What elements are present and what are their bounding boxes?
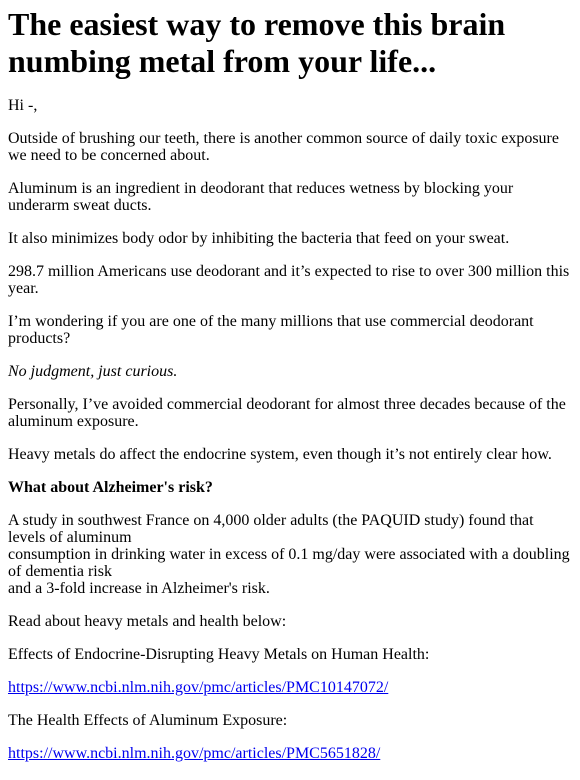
resource-link-paragraph-2 [8,745,572,762]
study-line-3: and a 3-fold increase in Alzheimer's risk. [8,580,270,597]
paragraph-4: 298.7 million Americans use deodorant and it’s expected to rise to over 300 million this year. [8,263,570,297]
paragraph-8: Heavy metals do affect the endocrine system, even though it’s not entirely clear how. [8,446,552,463]
email-body [0,6,580,762]
resource-link-2[interactable]: https://www.ncbi.nlm.nih.gov/pmc/articles/PMC5651828/ [8,745,381,762]
italic-note: No judgment, just curious. [8,363,178,380]
study-line-1: A study in southwest France on 4,000 older adults (the PAQUID study) found that levels of aluminum [8,512,534,546]
paragraph-3: It also minimizes body odor by inhibiting the bacteria that feed on your sweat. [8,230,510,247]
paragraph-7: Personally, I’ve avoided commercial deodorant for almost three decades because of the aluminum exposure. [8,396,566,430]
subheading: What about Alzheimer's risk? [8,479,213,496]
resource-label-1: Effects of Endocrine-Disrupting Heavy Metals on Human Health: [8,646,430,663]
paragraph-1: Outside of brushing our teeth, there is another common source of daily toxic exposure we need to be concerned about. [8,130,559,164]
study-paragraph [8,512,572,597]
subheading-paragraph [8,479,572,496]
resource-label-2: The Health Effects of Aluminum Exposure: [8,712,288,729]
resource-link-paragraph-1 [8,679,572,696]
email-title: The easiest way to remove this brain numbing metal from your life... [8,6,506,79]
resource-link-1[interactable]: https://www.ncbi.nlm.nih.gov/pmc/articles/PMC10147072/ [8,679,389,696]
study-line-2: consumption in drinking water in excess of 0.1 mg/day were associated with a doubling of dementia risk [8,546,570,580]
paragraph-5: I’m wondering if you are one of the many millions that use commercial deodorant products? [8,313,534,347]
greeting: Hi -, [8,97,38,114]
paragraph-2: Aluminum is an ingredient in deodorant that reduces wetness by blocking your underarm sweat ducts. [8,180,514,214]
read-more-text: Read about heavy metals and health below: [8,613,287,630]
paragraph-6-italic [8,363,572,380]
